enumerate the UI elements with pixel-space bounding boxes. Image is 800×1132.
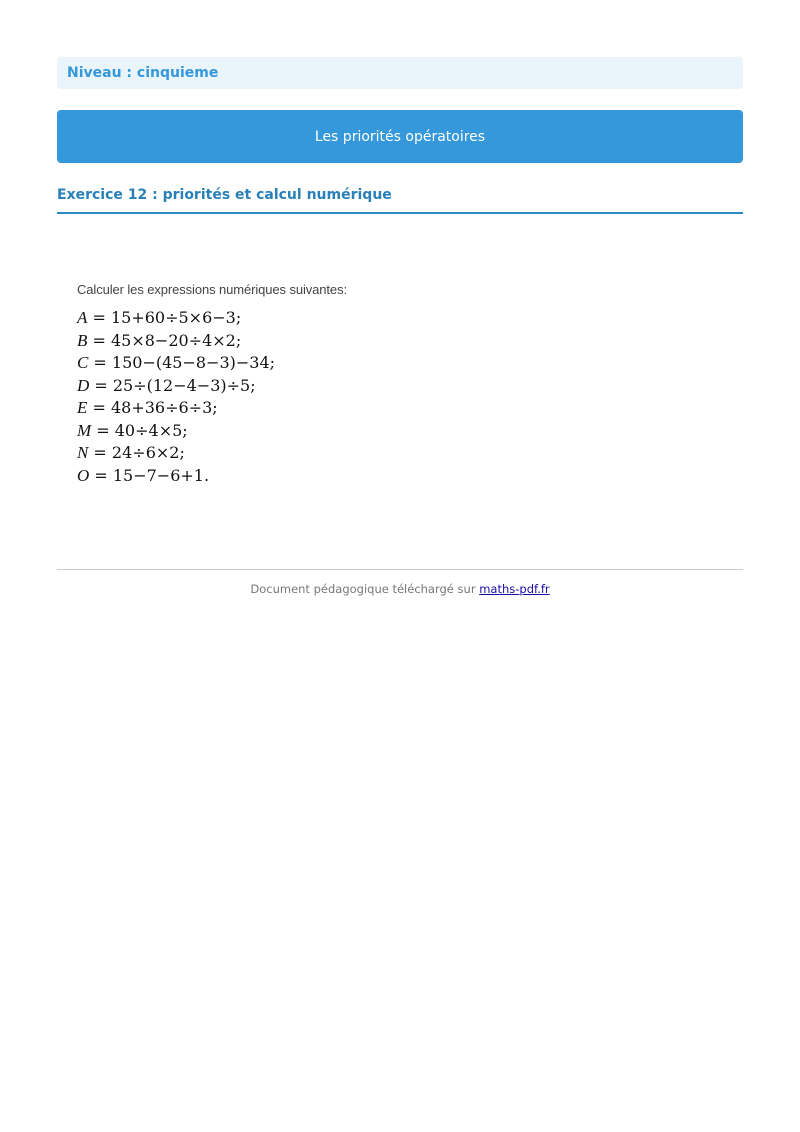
expression-item	[77, 330, 577, 353]
expression-formula: = 24÷6×2;	[88, 443, 185, 462]
title-banner	[57, 110, 743, 163]
footer	[57, 582, 743, 596]
expression-variable: D	[77, 375, 90, 395]
expression-formula: = 48+36÷6÷3;	[87, 398, 218, 417]
footer-link[interactable]: maths-pdf.fr	[479, 582, 550, 596]
exercise-title: Exercice 12 : priorités et calcul numérique	[57, 184, 743, 214]
expression-variable: C	[77, 353, 89, 372]
expression-variable: B	[77, 330, 88, 350]
expression-item	[77, 375, 577, 398]
expression-variable: E	[77, 398, 88, 417]
expression-item	[77, 420, 577, 443]
footer-text: Document pédagogique téléchargé sur	[250, 582, 480, 596]
expression-list	[77, 307, 577, 487]
expression-item	[77, 352, 577, 375]
expression-formula: = 15−7−6+1.	[89, 465, 210, 485]
expression-variable: A	[77, 308, 88, 327]
expression-formula: = 40÷4×5;	[91, 420, 188, 440]
expression-variable: M	[77, 420, 92, 440]
expression-item	[77, 307, 577, 330]
level-label: Niveau : cinquieme	[67, 65, 219, 81]
expression-formula: = 150−(45−8−3)−34;	[88, 353, 276, 372]
expression-item	[77, 465, 577, 488]
expression-item	[77, 442, 577, 465]
expression-variable: N	[77, 443, 89, 462]
expression-formula: = 25÷(12−4−3)÷5;	[89, 375, 256, 395]
expression-formula: = 15+60÷5×6−3;	[87, 308, 242, 327]
expression-variable: O	[77, 465, 90, 485]
exercise-instruction: Calculer les expressions numériques suivantes:	[77, 282, 347, 297]
footer-divider	[57, 569, 743, 570]
expression-formula: = 45×8−20÷4×2;	[87, 330, 242, 350]
exercise-content	[77, 282, 577, 487]
level-box	[57, 57, 743, 89]
banner-title: Les priorités opératoires	[314, 128, 486, 145]
expression-item	[77, 397, 577, 420]
